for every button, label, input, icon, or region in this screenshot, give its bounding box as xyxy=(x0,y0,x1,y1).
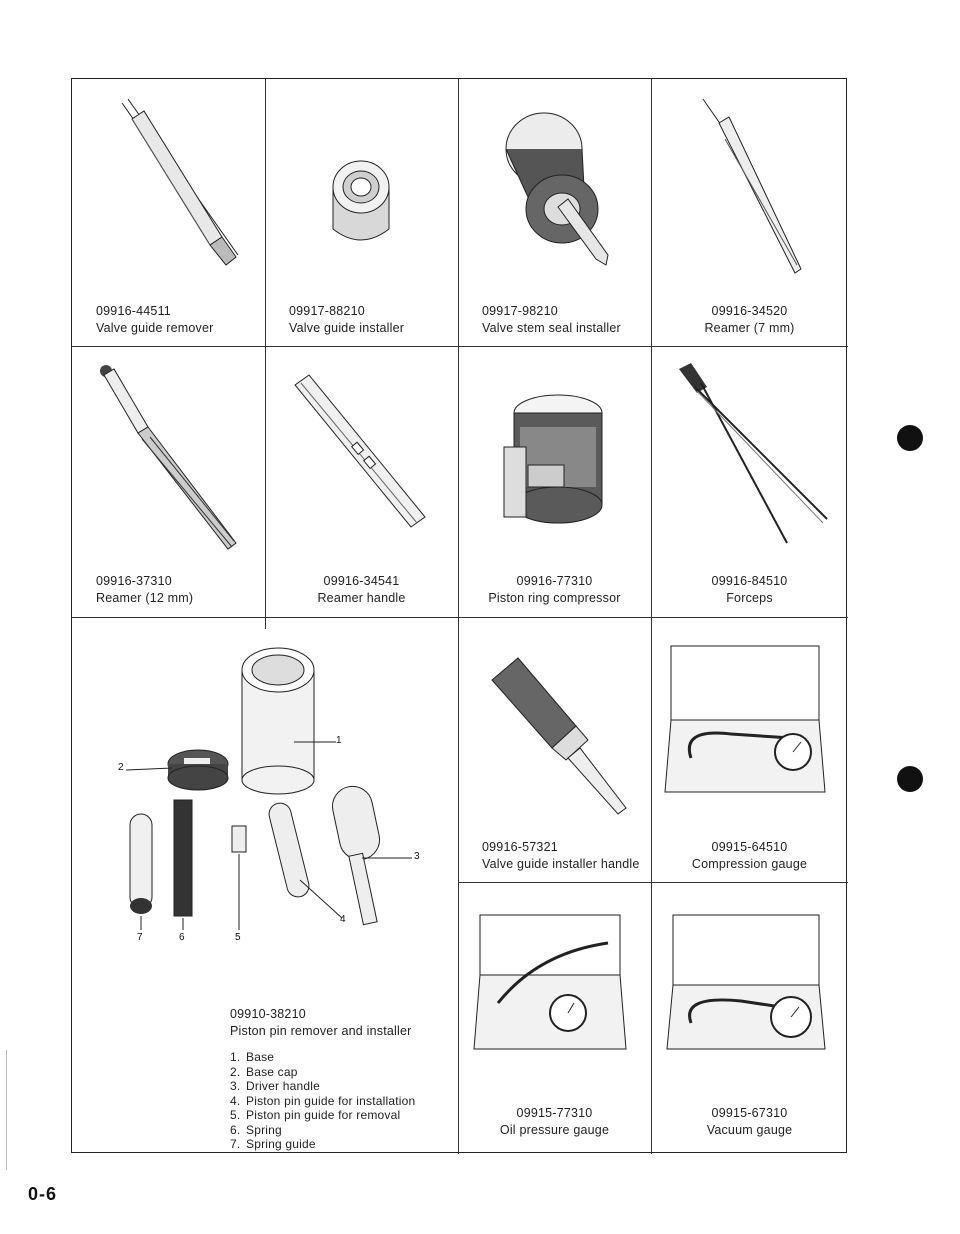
piston-pin-tool-cell xyxy=(72,618,458,1154)
tool-name: Valve guide remover xyxy=(96,321,214,335)
special-tools-grid xyxy=(71,78,847,1153)
component-item: 1. Base xyxy=(230,1050,275,1064)
tool-cell xyxy=(265,79,458,346)
tool-name: Reamer (12 mm) xyxy=(96,591,194,605)
tool-caption xyxy=(482,839,640,873)
binding-hole-marker xyxy=(897,425,923,451)
tool-caption xyxy=(651,839,848,873)
callout-5: 5 xyxy=(235,932,241,943)
tool-caption xyxy=(265,573,458,607)
part-number: 09916-44511 xyxy=(96,304,171,318)
tool-cell xyxy=(458,883,651,1154)
tool-name: Reamer (7 mm) xyxy=(704,321,795,335)
valve-guide-installer-handle-illustration xyxy=(458,618,651,828)
tool-caption xyxy=(482,303,621,337)
part-number: 09917-88210 xyxy=(289,304,365,318)
tool-cell xyxy=(458,618,651,882)
part-number: 09917-98210 xyxy=(482,304,558,318)
part-number: 09916-34520 xyxy=(711,304,788,318)
tool-caption xyxy=(96,303,214,337)
tool-name: Valve guide installer handle xyxy=(482,857,640,871)
component-item: 3. Driver handle xyxy=(230,1079,320,1093)
callout-2: 2 xyxy=(118,762,124,773)
oil-pressure-gauge-illustration xyxy=(458,883,651,1093)
callout-7: 7 xyxy=(137,932,143,943)
valve-stem-seal-installer-illustration xyxy=(458,79,651,279)
tool-cell xyxy=(651,883,848,1154)
callout-4: 4 xyxy=(340,914,346,925)
tool-cell xyxy=(458,347,651,617)
component-item: 5. Piston pin guide for removal xyxy=(230,1108,401,1122)
tool-name: Oil pressure gauge xyxy=(499,1123,610,1137)
tool-caption xyxy=(96,573,193,607)
tool-name: Valve guide installer xyxy=(289,321,405,335)
part-number: 09916-77310 xyxy=(516,574,593,588)
tool-cell xyxy=(651,347,848,617)
binding-hole-marker xyxy=(897,766,923,792)
tool-caption xyxy=(651,1105,848,1139)
forceps-illustration xyxy=(651,347,848,557)
valve-guide-installer-illustration xyxy=(265,79,458,279)
tool-caption xyxy=(651,303,848,337)
part-number: 09915-64510 xyxy=(711,840,788,854)
piston-ring-compressor-illustration xyxy=(458,347,651,557)
tool-name: Piston pin remover and installer xyxy=(230,1024,412,1038)
tool-cell xyxy=(72,347,265,617)
callout-3: 3 xyxy=(414,851,420,862)
tool-name: Reamer handle xyxy=(317,591,406,605)
tool-cell xyxy=(72,79,265,346)
piston-pin-tool-illustration xyxy=(72,618,458,938)
tool-cell xyxy=(651,79,848,346)
tool-caption xyxy=(458,573,651,607)
tool-cell xyxy=(458,79,651,346)
part-number: 09915-67310 xyxy=(711,1106,788,1120)
tool-name: Compression gauge xyxy=(691,857,808,871)
tool-caption xyxy=(289,303,404,337)
scan-edge-line xyxy=(6,1050,7,1170)
vacuum-gauge-illustration xyxy=(651,883,848,1093)
part-number: 09916-57321 xyxy=(482,840,558,854)
part-number: 09916-84510 xyxy=(711,574,788,588)
tool-caption xyxy=(651,573,848,607)
component-item: 4. Piston pin guide for installation xyxy=(230,1093,416,1108)
callout-6: 6 xyxy=(179,932,185,943)
reamer-12mm-illustration xyxy=(72,347,265,557)
reamer-7mm-illustration xyxy=(651,79,848,279)
page-number: 0-6 xyxy=(28,1184,58,1204)
tool-name: Forceps xyxy=(726,591,773,605)
tool-caption xyxy=(458,1105,651,1139)
callout-1: 1 xyxy=(336,735,342,746)
tool-name: Vacuum gauge xyxy=(706,1123,793,1137)
tool-cell xyxy=(651,618,848,882)
part-number: 09916-37310 xyxy=(96,574,172,588)
reamer-handle-illustration xyxy=(265,347,458,557)
piston-tool-caption xyxy=(230,1006,458,1152)
part-number: 09916-34541 xyxy=(323,574,400,588)
tool-name: Valve stem seal installer xyxy=(482,321,621,335)
tool-cell xyxy=(265,347,458,617)
component-item: 2. Base cap xyxy=(230,1064,298,1079)
tool-name: Piston ring compressor xyxy=(488,591,621,605)
part-number: 09915-77310 xyxy=(516,1106,593,1120)
component-item: 7. Spring guide xyxy=(230,1137,316,1151)
compression-gauge-illustration xyxy=(651,618,848,828)
component-list xyxy=(230,1050,458,1152)
component-item: 6. Spring xyxy=(230,1122,282,1137)
valve-guide-remover-illustration xyxy=(72,79,265,279)
part-number: 09910-38210 xyxy=(230,1007,306,1021)
